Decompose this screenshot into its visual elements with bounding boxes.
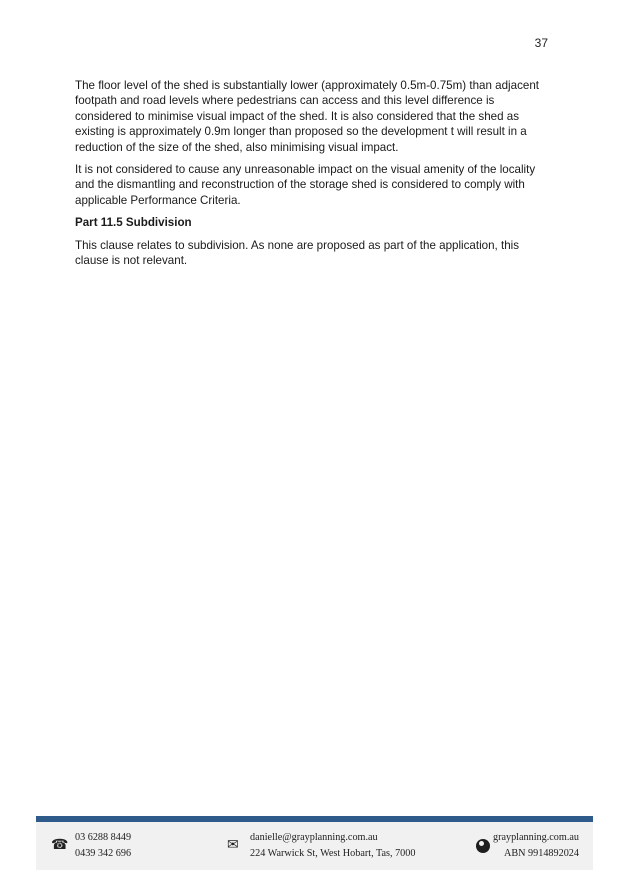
page-number: 37 [534,36,548,50]
footer-address: 224 Warwick St, West Hobart, Tas, 7000 [250,848,416,859]
footer [36,822,593,870]
section-heading: Part 11.5 Subdivision [75,216,192,230]
footer-abn: ABN 9914892024 [504,848,579,859]
paragraph-floor-level: The floor level of the shed is substantially lower (approximately 0.5m-0.75m) than adjacent footpath and road levels where pedestrians can access and this level difference is considered to minimise visual impact of the shed. It is also considered that the shed as existing is approximately 0.9m longer than proposed so the development t will result in a reduction of the size of the shed, also minimising visual impact. [75,79,539,154]
footer-email[interactable]: danielle@grayplanning.com.au [250,832,378,843]
phone-icon: ☎ [51,838,69,853]
footer-website[interactable]: grayplanning.com.au [492,832,579,843]
footer-phone-1: 03 6288 8449 [75,832,132,843]
paragraph-visual-amenity: It is not considered to cause any unreasonable impact on the visual amenity of the locality and the dismantling and reconstruction of the storage shed is considered to comply with applicable Performance Criteria. [75,163,536,207]
document-body [75,78,550,275]
globe-icon [476,839,490,853]
footer-contact [250,830,415,862]
footer-phone-2: 0439 342 696 [75,848,132,859]
footer-web [493,830,579,862]
section-text: This clause relates to subdivision. As none are proposed as part of the application, this clause is not relevant. [75,238,520,268]
footer-phones [75,830,131,862]
mail-icon: ✉ [227,838,239,853]
